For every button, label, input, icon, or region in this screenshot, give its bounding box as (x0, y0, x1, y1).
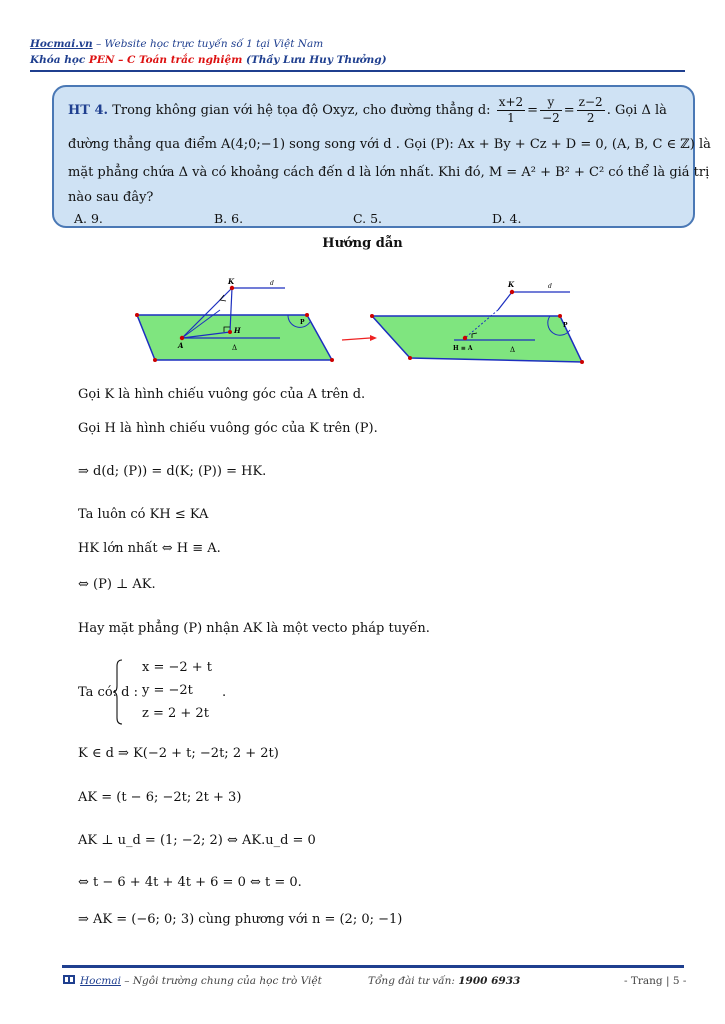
segment-ka-right (498, 292, 512, 310)
solution-line-12: ⇒ AK = (−6; 0; 3) cùng phương với n = (2; 0; −1) (78, 912, 403, 927)
vertex-3 (330, 358, 334, 362)
header-tagline: – Website học trực tuyến số 1 tại Việt Nam (92, 38, 324, 50)
frac-num: z−2 (578, 95, 603, 109)
label-d-right: d (548, 283, 552, 290)
frac-num: y (540, 95, 562, 111)
problem-text-1b: . Gọi Δ là (606, 103, 667, 118)
header-divider (30, 70, 685, 72)
label-delta-left: Δ (232, 344, 238, 352)
frac-den: −2 (542, 111, 560, 125)
system-eq-x: x = −2 + t (142, 660, 213, 675)
footer-divider (62, 965, 684, 968)
footer-left (80, 975, 322, 987)
vertex-2 (305, 313, 309, 317)
option-b[interactable]: B. 6. (214, 211, 244, 226)
option-c[interactable]: C. 5. (353, 211, 382, 226)
frac-den: 1 (507, 111, 515, 125)
frac-den: 2 (586, 111, 595, 125)
system-end: . (222, 685, 227, 700)
fraction-x (497, 95, 525, 126)
right-angle-k (220, 295, 226, 301)
transition-arrow-line (342, 338, 370, 340)
label-ha-right: H ≡ A (453, 345, 473, 352)
footer-brand-link[interactable]: Hocmai (80, 975, 121, 987)
point-h-left (228, 330, 232, 334)
solution-line-6: ⇔ (P) ⊥ AK. (78, 577, 156, 592)
vertex-7 (580, 360, 584, 364)
system-eq-y: y = −2t (142, 683, 193, 698)
plane-p-right (372, 316, 582, 362)
transition-arrow-head (370, 335, 377, 341)
problem-box (52, 85, 711, 228)
geometry-figure (120, 270, 620, 370)
vertex-4 (153, 358, 157, 362)
vertex-6 (558, 314, 562, 318)
label-h-left: H (234, 326, 241, 335)
system-label: Ta có: d : (78, 685, 138, 700)
hocmai-logo-icon (62, 972, 76, 986)
solution-line-9: AK = (t − 6; −2t; 2t + 3) (78, 790, 242, 805)
label-delta-right: Δ (510, 346, 516, 354)
footer-hotline (368, 975, 520, 987)
fraction-z (577, 95, 605, 126)
solution-line-8: K ∈ d ⇒ K(−2 + t; −2t; 2 + 2t) (78, 746, 279, 761)
vertex-1 (135, 313, 139, 317)
vertex-8 (408, 356, 412, 360)
label-a-left: A (178, 341, 184, 350)
point-k-right (510, 290, 514, 294)
fraction-y (540, 95, 562, 126)
header-line-2 (30, 54, 387, 66)
point-a-left (180, 336, 184, 340)
solution-line-7: Hay mặt phẳng (P) nhận AK là một vecto pháp tuyến. (78, 621, 430, 636)
system-eq-z: z = 2 + 2t (142, 706, 209, 721)
footer-slogan: – Ngôi trường chung của học trò Việt (120, 975, 322, 987)
point-k-left (230, 286, 234, 290)
vertex-5 (370, 314, 374, 318)
system-brace (112, 658, 124, 726)
problem-line-4: nào sau đây? (68, 190, 154, 205)
guide-title: Hướng dẫn (322, 236, 403, 251)
problem-label: HT 4. (68, 103, 109, 118)
label-d-left: d (270, 280, 274, 287)
course-name: PEN – C Toán trắc nghiệm (88, 54, 243, 66)
solution-line-1: Gọi K là hình chiếu vuông góc của A trên d. (78, 387, 366, 402)
course-teacher: (Thầy Lưu Huy Thưởng) (242, 54, 387, 66)
option-d[interactable]: D. 4. (492, 211, 522, 226)
problem-line-1: HT 4. Trong không gian với hệ tọa độ Oxyz, cho đường thẳng d: $\frac{x+2}{1}$ = $\frac{y}{-2}$ = $\frac{z-2}{2}$ . Gọi Δ là (68, 95, 667, 125)
header-brand-link[interactable]: Hocmai.vn (30, 38, 93, 50)
solution-line-2: Gọi H là hình chiếu vuông góc của K trên (P). (78, 421, 378, 436)
label-k-right: K (508, 280, 515, 289)
hotline-label: Tổng đài tư vấn: (368, 975, 459, 987)
solution-line-5: HK lớn nhất ⇔ H ≡ A. (78, 541, 221, 556)
label-k-left: K (228, 277, 235, 286)
page-number: - Trang | 5 - (624, 975, 687, 987)
solution-line-11: ⇔ t − 6 + 4t + 4t + 6 = 0 ⇔ t = 0. (78, 875, 302, 890)
label-p-right: P (563, 322, 568, 329)
solution-line-3: ⇒ d(d; (P)) = d(K; (P)) = HK. (78, 464, 267, 479)
frac-num: x+2 (498, 95, 524, 109)
problem-text-1a: Trong không gian với hệ tọa độ Oxyz, cho đường thẳng d: (112, 103, 491, 118)
solution-line-10: AK ⊥ u_d = (1; −2; 2) ⇔ AK.u_d = 0 (78, 833, 316, 848)
option-a[interactable]: A. 9. (74, 211, 103, 226)
solution-line-4: Ta luôn có KH ≤ KA (78, 507, 209, 522)
course-prefix: Khóa học (30, 54, 89, 66)
problem-line-2: đường thẳng qua điểm A(4;0;−1) song song với d . Gọi (P): Ax + By + Cz + D = 0, (A, B, C ∈ ℤ) là (68, 137, 711, 152)
label-p-left: P (300, 319, 305, 326)
problem-line-3: mặt phẳng chứa Δ và có khoảng cách đến d là lớn nhất. Khi đó, M = A² + B² + C² có thể là giá trị (68, 165, 710, 180)
header-line-1 (30, 38, 323, 50)
hotline-number: 1900 6933 (458, 975, 521, 987)
point-ha-right (463, 336, 467, 340)
